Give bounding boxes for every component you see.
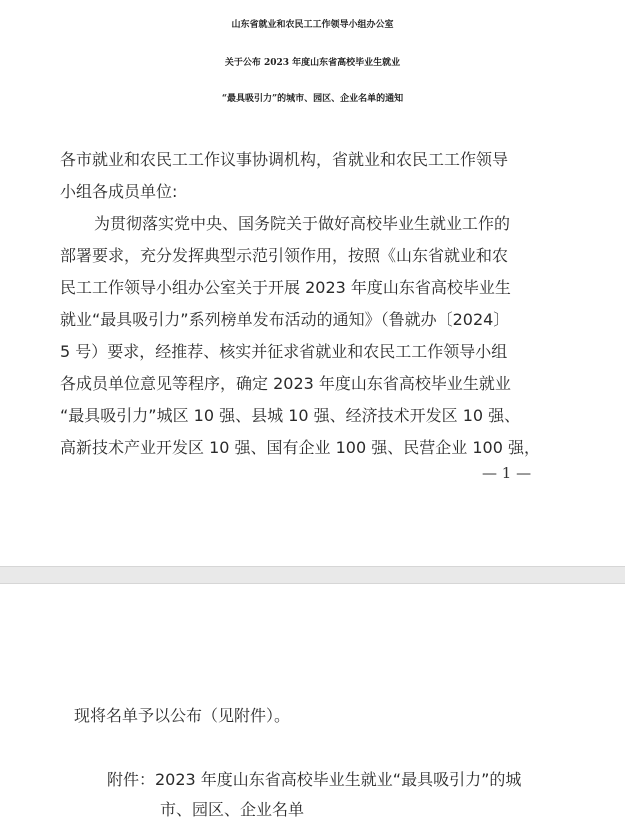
body-line-1: 为贯彻落实党中央、国务院关于做好高校毕业生就业工作的 [94,214,511,233]
body-line-2: 部署要求，充分发挥典型示范引领作用，按照《山东省就业和农 [60,246,509,265]
attachment-line-2: 市、园区、企业名单 [160,800,305,819]
body-line-6: 各成员单位意见等程序，确定 2023 年度山东省高校毕业生就业 [60,374,511,393]
attachment-line-1: 附件：2023 年度山东省高校毕业生就业“最具吸引力”的城 [107,770,522,789]
doc-title-line-3: “最具吸引力”的城市、园区、企业名单的通知 [221,94,404,104]
body-line-5: 5 号）要求，经推荐、核实并征求省就业和农民工工作领导小组 [60,342,508,361]
page-number: — 1 — [482,464,532,482]
doc-title-line-1: 山东省就业和农民工工作领导小组办公室 [231,20,394,30]
body-line-7: “最具吸引力”城区 10 强、县城 10 强、经济技术开发区 10 强、 [60,406,521,425]
document-page-2 [0,584,625,837]
page-separator [0,566,625,584]
body-line-3: 民工工作领导小组办公室关于开展 2023 年度山东省高校毕业生 [60,278,511,297]
announcement-statement: 现将名单予以公布（见附件）。 [74,706,291,725]
body-line-4: 就业“最具吸引力”系列榜单发布活动的通知》（鲁就办〔2024〕 [60,310,510,329]
recipient-line-1: 各市就业和农民工工作议事协调机构，省就业和农民工工作领导 [60,150,509,169]
doc-title-line-2: 关于公布 2023 年度山东省高校毕业生就业 [224,58,401,68]
recipient-line-2: 小组各成员单位: [60,182,178,201]
body-line-8: 高新技术产业开发区 10 强、国有企业 100 强、民营企业 100 强， [60,438,540,457]
